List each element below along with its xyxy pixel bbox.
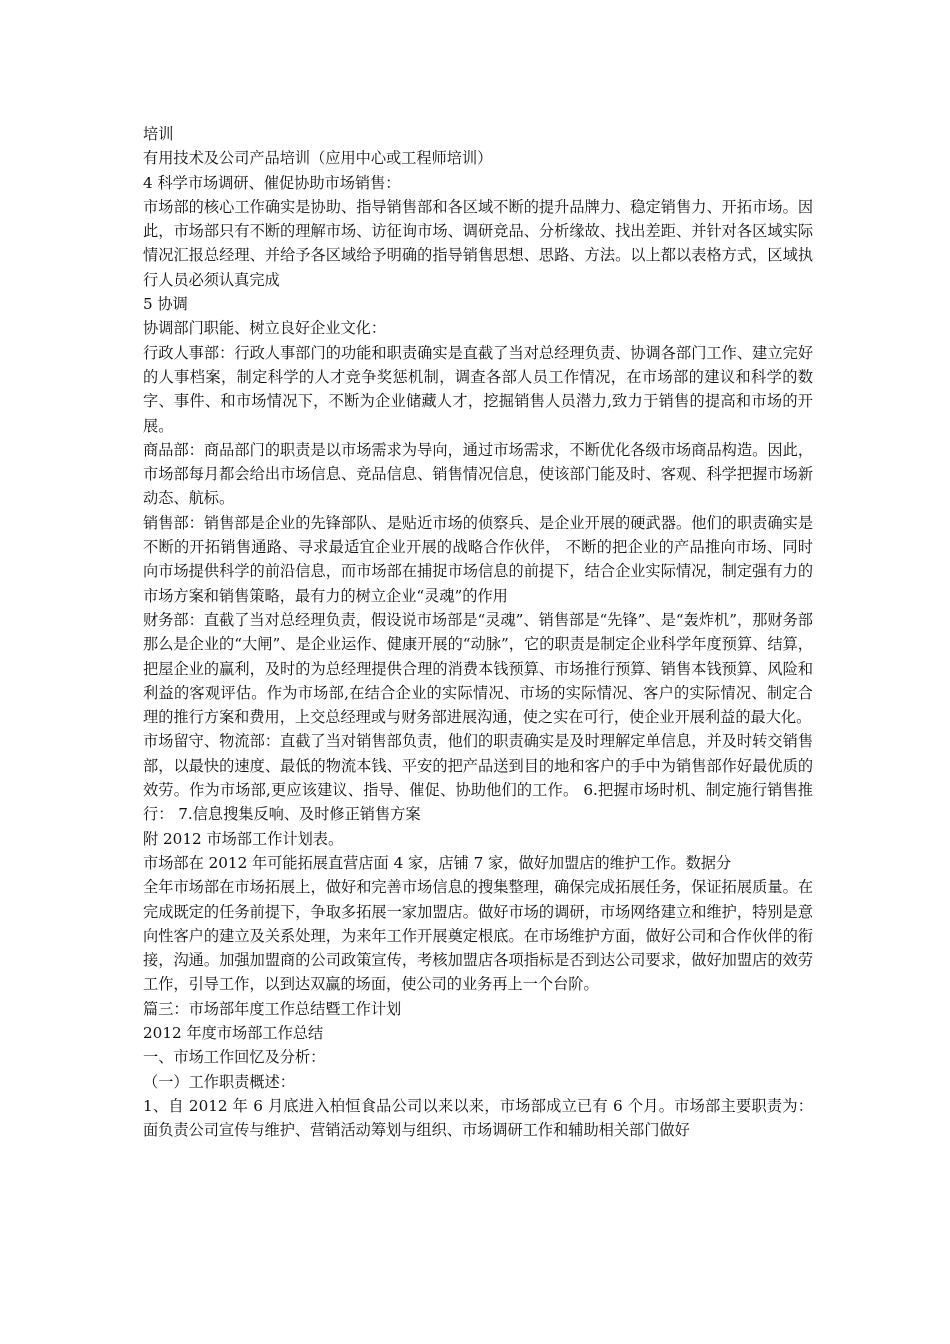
paragraph: 财务部：直截了当对总经理负责，假设说市场部是“灵魂”、销售部是“先锋”、是“轰炸机”，那财务部那么是企业的“大闸”、是企业运作、健康开展的“动脉”，它的职责是制定企业科学年度预算、结算，把屋企业的赢利，及时的为总经理提供合理的消费本钱预算、市场推行预算、销售本钱预算、风险和利益的客观评估。作为市场部,在结合企业的实际情况、市场的实际情况、客户的实际情况、制定合理的推行方案和费用，上交总经理或与财务部进展沟通，使之实在可行，使企业开展利益的最大化。 bbox=[143, 610, 813, 727]
paragraph: 市场部的核心工作确实是协助、指导销售部和各区域不断的提升品牌力、稳定销售力、开拓市场。因此，市场部只有不断的理解市场、访征询市场、调研竞品、分析缘故、找出差距、并针对各区域实际情况汇报总经理、并给予各区域给予明确的指导销售思想、思路、方法。以上都以表格方式，区域执行人员必须认真完成 bbox=[143, 197, 813, 289]
paragraph: 市场留守、物流部：直截了当对销售部负责，他们的职责确实是及时理解定单信息，并及时转交销售部，以最快的速度、最低的物流本钱、平安的把产品送到目的地和客户的手中为销售部作好最优质的效劳。作为市场部,更应该建议、指导、催促、协助他们的工作。 6.把握市场时机、制定施行销售推行： 7.信息搜集反响、及时修正销售方案 bbox=[143, 732, 813, 824]
paragraph: 销售部：销售部是企业的先锋部队、是贴近市场的侦察兵、是企业开展的硬武器。他们的职责确实是不断的开拓销售通路、寻求最适宜企业开展的战略合作伙伴， 不断的把企业的产品推向市场、同时向市场提供科学的前沿信息，而市场部在捕捉市场信息的前提下，结合企业实际情况，制定强有力的市场方案和销售策略，最有力的树立企业“灵魂”的作用 bbox=[143, 513, 813, 605]
paragraph: 附 2012 市场部工作计划表。 bbox=[143, 829, 344, 848]
paragraph: 全年市场部在市场拓展上，做好和完善市场信息的搜集整理，确保完成拓展任务，保证拓展质量。在完成既定的任务前提下，争取多拓展一家加盟店。做好市场的调研，市场网络建立和维护，特别是意向性客户的建立及关系处理，为来年工作开展奠定根底。在市场维护方面，做好公司和合作伙伴的衔接，沟通。加强加盟商的公司政策宣传，考核加盟店各项指标是否到达公司要求，做好加盟店的效劳工作，引导工作，以到达双赢的场面，使公司的业务再上一个台阶。 bbox=[143, 878, 813, 994]
paragraph: 行政人事部：行政人事部门的功能和职责确实是直截了当对总经理负责、协调各部门工作、建立完好的人事档案，制定科学的人才竞争奖惩机制，调查各部人员工作情况，在市场部的建议和科学的数字、事件、和市场情况下，不断为企业储藏人才，挖掘销售人员潜力,致力于销售的提高和市场的开展。 bbox=[143, 343, 813, 435]
paragraph: 培训 bbox=[143, 125, 174, 143]
paragraph: 市场部在 2012 年可能拓展直营店面 4 家，店铺 7 家，做好加盟店的维护工作。数据分 bbox=[143, 853, 732, 872]
paragraph: 一、市场工作回忆及分析： bbox=[143, 1048, 326, 1067]
paragraph: 2012 年度市场部工作总结 bbox=[143, 1023, 324, 1042]
document-body bbox=[143, 122, 813, 1142]
paragraph: 篇三：市场部年度工作总结暨工作计划 bbox=[143, 999, 402, 1018]
paragraph: 5 协调 bbox=[143, 295, 188, 314]
paragraph: 1、自 2012 年 6 月底进入柏恒食品公司以来以来，市场部成立已有 6 个月。市场部主要职责为：面负责公司宣传与维护、营销活动筹划与组织、市场调研工作和辅助相关部门做好 bbox=[143, 1096, 813, 1140]
paragraph: 有用技术及公司产品培训（应用中心或工程师培训） bbox=[143, 149, 493, 168]
paragraph: （一）工作职责概述： bbox=[143, 1072, 295, 1091]
paragraph: 4 科学市场调研、催促协助市场销售： bbox=[143, 173, 401, 192]
paragraph: 商品部：商品部门的职责是以市场需求为导向，通过市场需求，不断优化各级市场商品构造。因此，市场部每月都会给出市场信息、竞品信息、销售情况信息，使该部门能及时、客观、科学把握市场新动态、航标。 bbox=[143, 440, 813, 508]
paragraph: 协调部门职能、树立良好企业文化： bbox=[143, 319, 386, 338]
